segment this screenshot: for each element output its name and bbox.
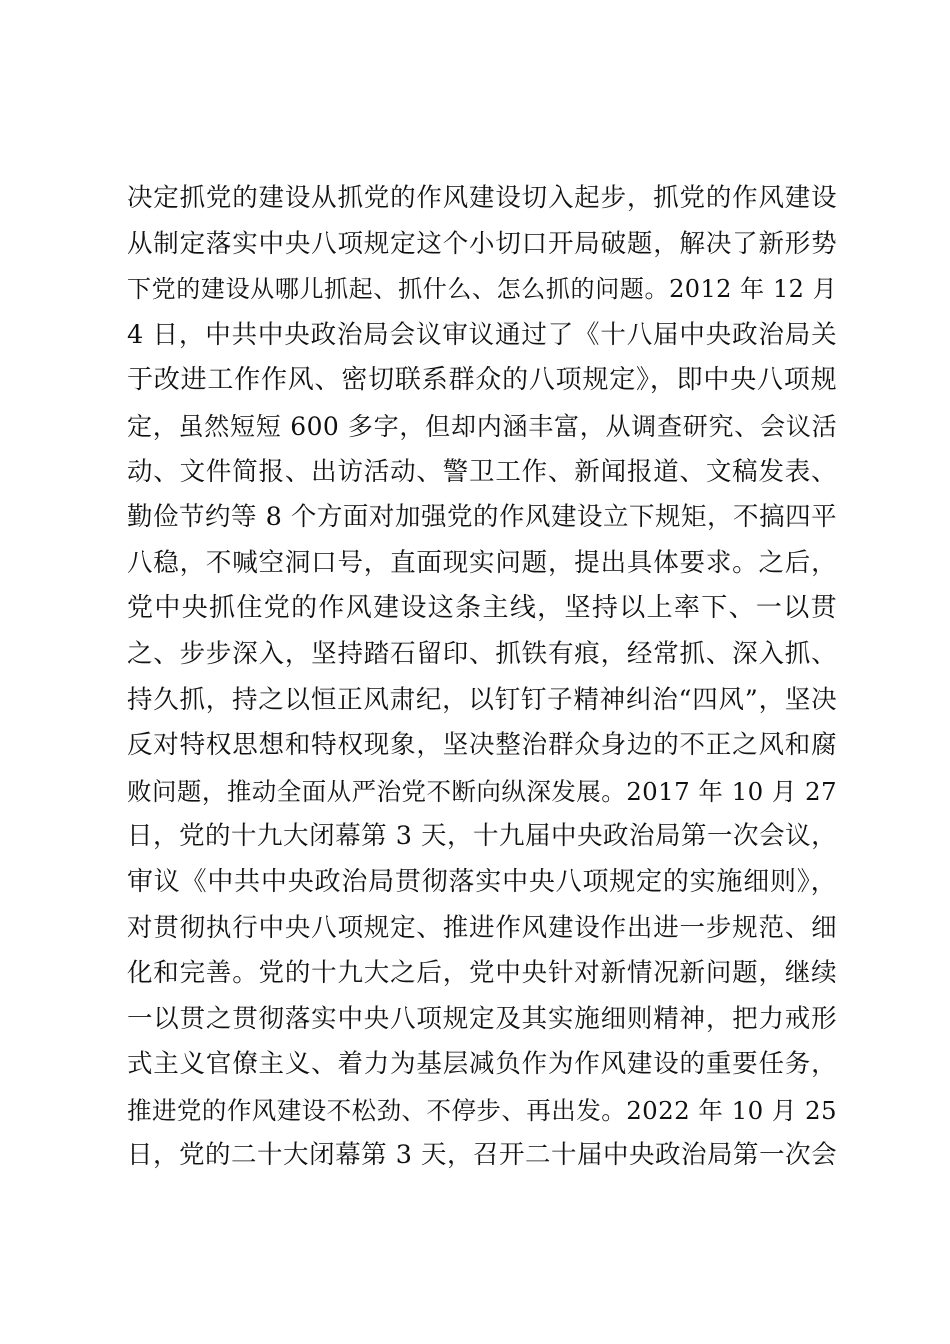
text-line: 之、步步深入，坚持踏石留印、抓铁有痕，经常抓、深入抓、 [127,638,837,669]
text-line: 党中央抓住党的作风建设这条主线，坚持以上率下、一以贯 [127,593,837,624]
text-line: 败问题，推动全面从严治党不断向纵深发展。2017 年 10 月 27 [127,776,837,806]
text-line: 八稳，不喊空洞口号，直面现实问题，提出具体要求。之后， [127,547,837,578]
text-line: 化和完善。党的十九大之后，党中央针对新情况新问题，继续 [127,958,837,989]
text-line: 动、文件简报、出访活动、警卫工作、新闻报道、文稿发表、 [127,456,837,487]
text-line: 于改进工作作风、密切联系群众的八项规定》，即中央八项规 [127,365,837,396]
text-line: 推进党的作风建设不松劲、不停步、再出发。2022 年 10 月 25 [127,1095,837,1125]
text-line: 勤俭节约等 8 个方面对加强党的作风建设立下规矩，不搞四平 [127,502,837,533]
text-line: 从制定落实中央八项规定这个小切口开局破题，解决了新形势 [127,228,837,259]
text-line: 定，虽然短短 600 多字，但却内涵丰富，从调查研究、会议活 [127,411,837,441]
text-line: 持久抓，持之以恒正风肃纪，以钉钉子精神纠治“四风”，坚决 [127,684,837,715]
text-line: 下党的建设从哪儿抓起、抓什么、怎么抓的问题。2012 年 12 月 [127,275,837,304]
text-line: 式主义官僚主义、着力为基层减负作为作风建设的重要任务， [127,1049,837,1080]
text-line: 对贯彻执行中央八项规定、推进作风建设作出进一步规范、细 [127,912,837,943]
text-line: 一以贯之贯彻落实中央八项规定及其实施细则精神，把力戒形 [127,1003,837,1034]
text-line: 反对特权思想和特权现象，坚决整治群众身边的不正之风和腐 [127,730,837,761]
text-line: 日，党的二十大闭幕第 3 天，召开二十届中央政治局第一次会 [127,1140,837,1171]
text-line: 日，党的十九大闭幕第 3 天，十九届中央政治局第一次会议， [127,821,837,852]
body-paragraph [127,176,837,1179]
text-line: 4 日，中共中央政治局会议审议通过了《十八届中央政治局关 [127,319,837,350]
text-line: 审议《中共中央政治局贯彻落实中央八项规定的实施细则》， [127,866,837,897]
text-line: 决定抓党的建设从抓党的作风建设切入起步，抓党的作风建设 [127,183,837,213]
